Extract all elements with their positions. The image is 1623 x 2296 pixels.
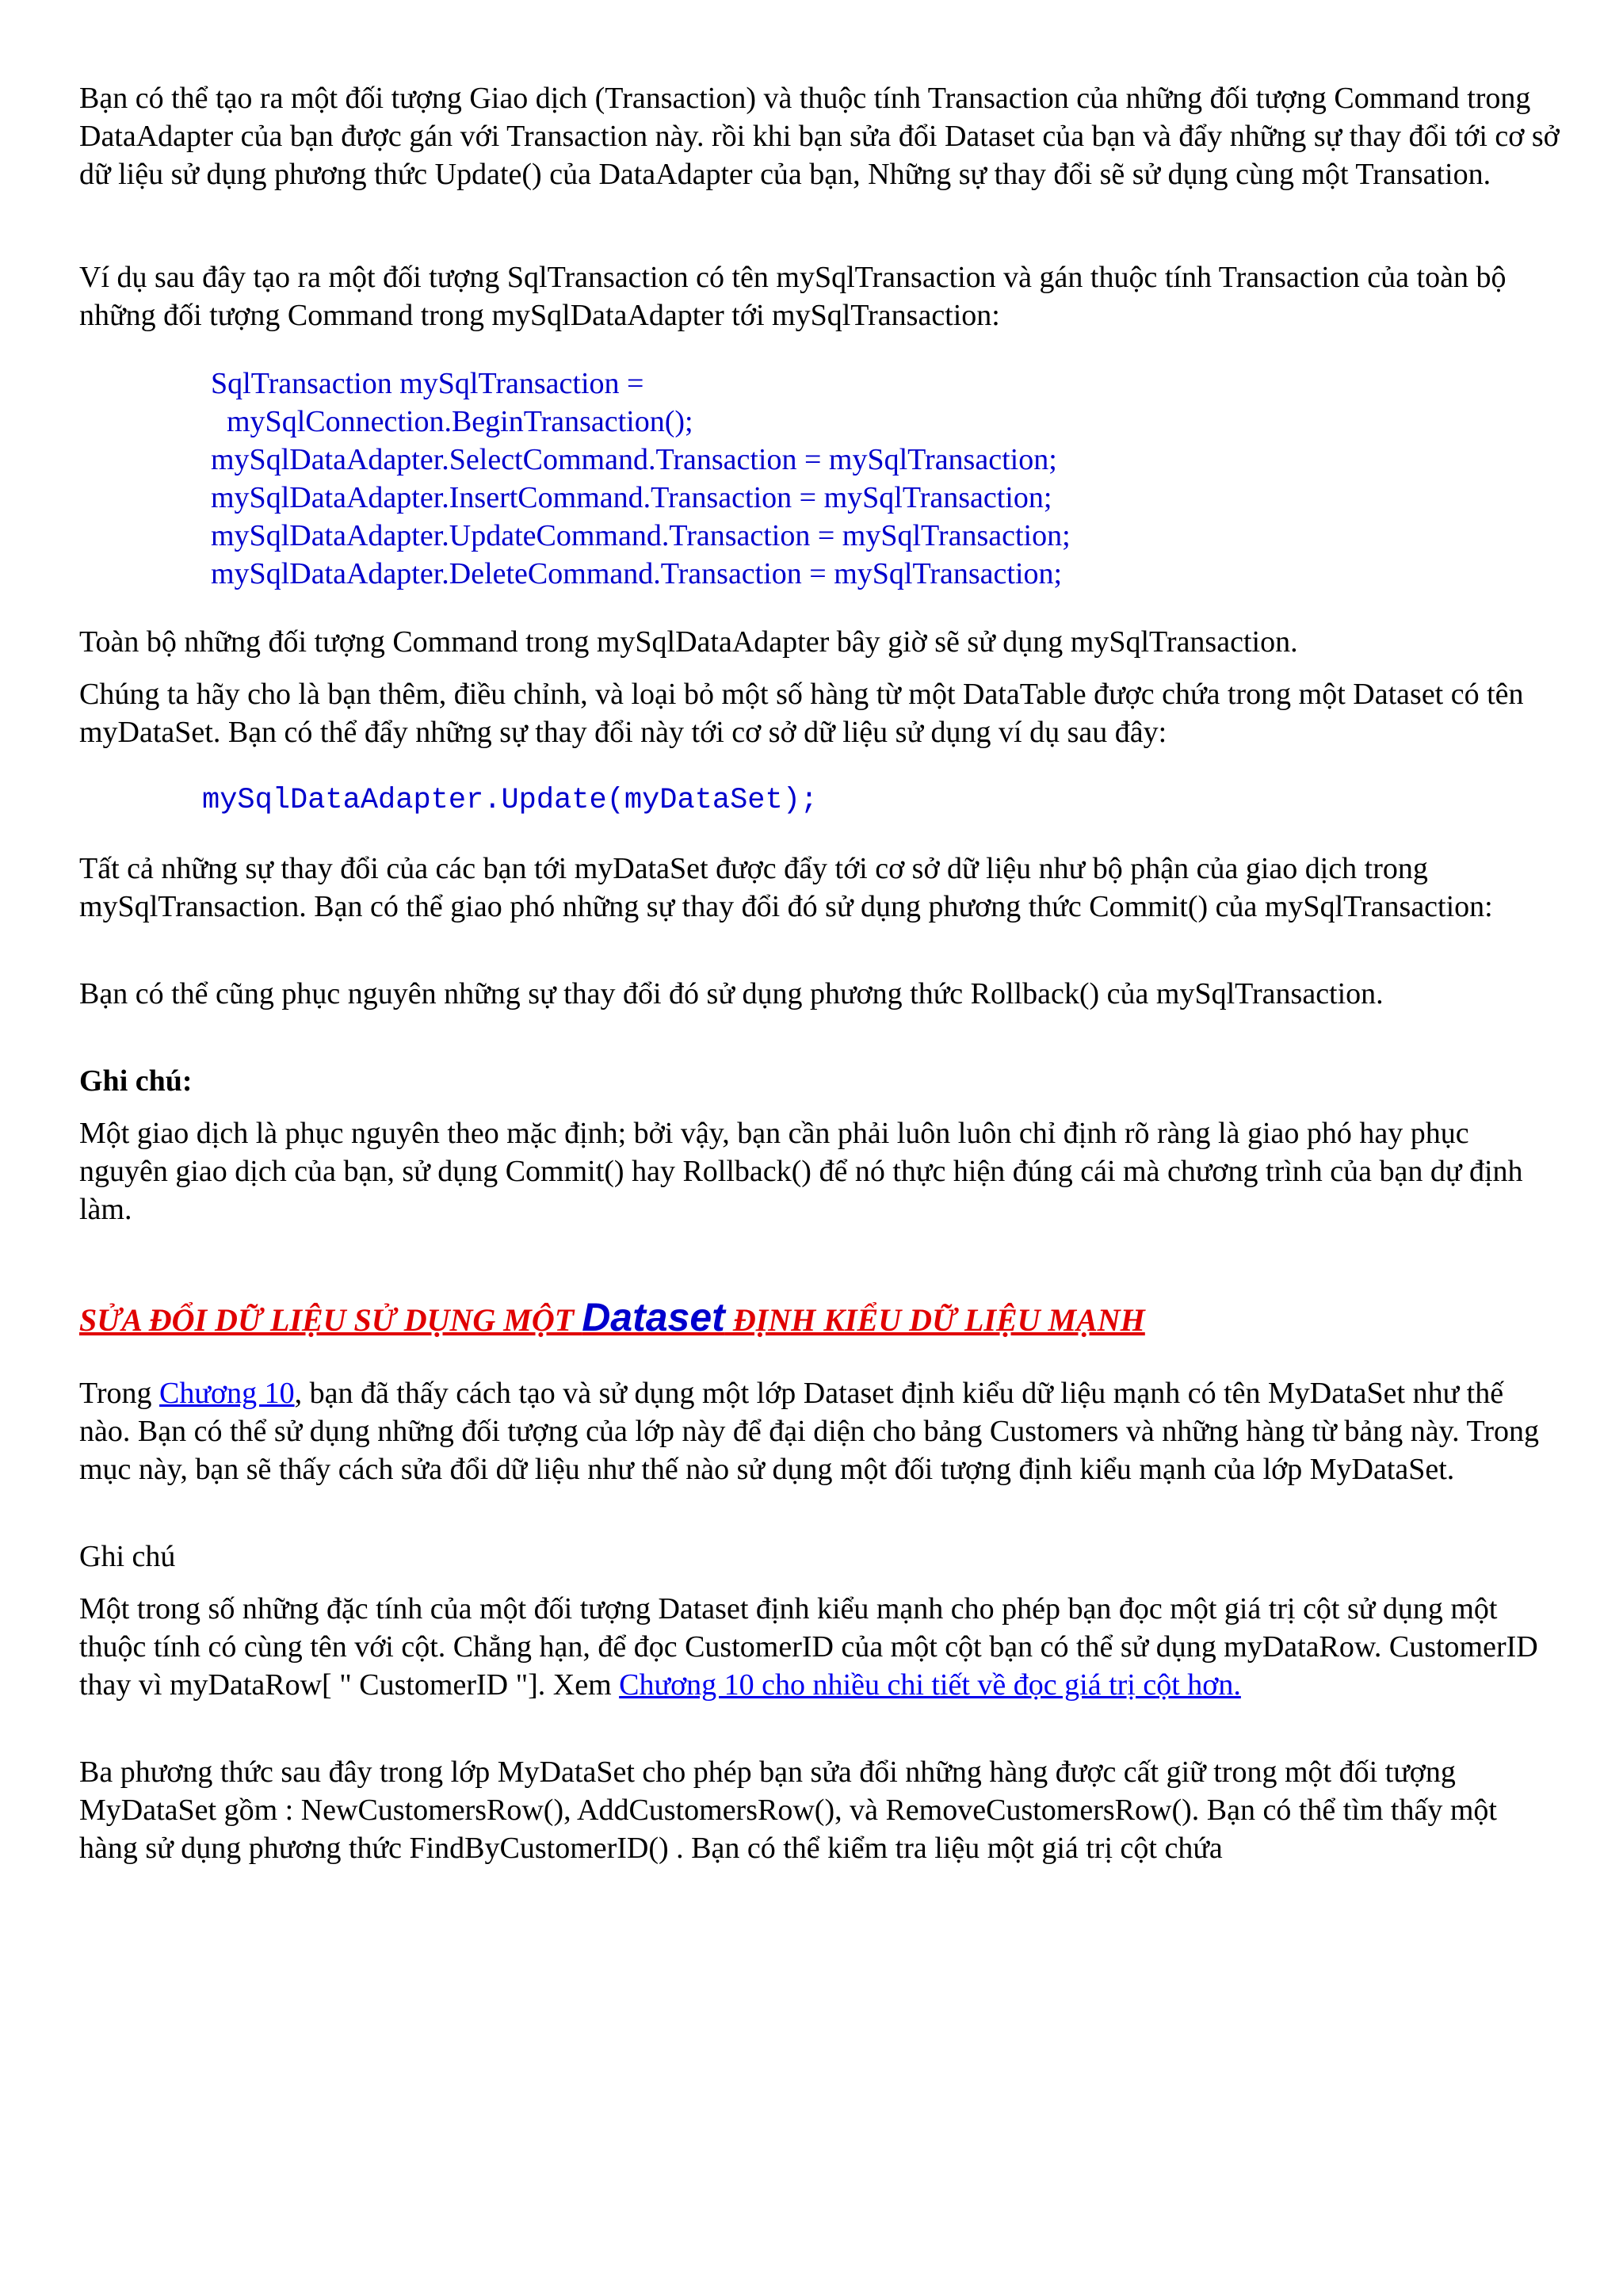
spacer [79,1344,1561,1374]
spacer [79,193,1561,258]
code-line: mySqlConnection.BeginTransaction(); [227,405,693,438]
note-text: Một giao dịch là phục nguyên theo mặc định; bởi vậy, bạn cần phải luôn luôn chỉ định rõ ràng là giao phó hay phục nguyên giao dịch của bạn, sử dụng Commit() hay Rollback() để nó thực hiện đúng cái mà chương trình của bạn dự định làm. [79,1117,1523,1226]
spacer [79,1013,1561,1062]
paragraph-rollback: Bạn có thể cũng phục nguyên những sự thay đổi đó sử dụng phương thức Rollback() của mySqlTransaction. [79,977,1384,1010]
spacer [79,819,1561,850]
paragraph-commit: Tất cả những sự thay đổi của các bạn tới myDataSet được đẩy tới cơ sở dữ liệu như bộ phận của giao dịch trong mySqlTransaction. Bạn có thể giao phó những sự thay đổi đó sử dụng phương thức Commit() của mySqlTransaction: [79,852,1493,923]
paragraph-example-intro: Ví dụ sau đây tạo ra một đối tượng SqlTransaction có tên mySqlTransaction và gán thuộc tính Transaction của toàn bộ những đối tượng Command trong mySqlDataAdapter tới mySqlTransaction: [79,261,1507,332]
spacer [79,661,1561,675]
document-page [79,79,1561,1867]
spacer [79,1704,1561,1753]
text-run: Một trong số những đặc tính của một đối tượng Dataset định kiểu mạnh cho phép bạn đọc một giá trị cột sử dụng một thuộc tính có cùng tên với cột. Chẳng hạn, để đọc CustomerID của một cột bạn có thể sử dụng myDataRow. CustomerID thay vì myDataRow[ " CustomerID "]. Xem [79,1592,1538,1702]
section-heading-part2: ĐỊNH KIỂU DỮ LIỆU MẠNH [724,1302,1145,1338]
paragraph-mydataset-methods: Ba phương thức sau đây trong lớp MyDataSet cho phép bạn sửa đổi những hàng được cất giữ trong một đối tượng MyDataSet gồm : NewCustomersRow(), AddCustomersRow(), và RemoveCustomersRow(). Bạn có thể tìm thấy một hàng sử dụng phương thức FindByCustomerID() . Bạn có thể kiểm tra liệu một giá trị cột chứa [79,1755,1497,1865]
paragraph-transaction-intro: Bạn có thể tạo ra một đối tượng Giao dịch (Transaction) và thuộc tính Transaction của những đối tượng Command trong DataAdapter của bạn được gán với Transaction này. rồi khi bạn sửa đổi Dataset của bạn và đẩy những sự thay đổi tới cơ sở dữ liệu sử dụng phương thức Update() của DataAdapter của bạn, Những sự thay đổi sẽ sử dụng cùng một Transation. [79,82,1560,191]
chapter-10-details-link[interactable]: Chương 10 cho nhiều chi tiết về đọc giá trị cột hơn. [619,1668,1241,1702]
code-line: mySqlDataAdapter.InsertCommand.Transaction = mySqlTransaction; [211,481,1052,514]
note-heading-plain: Ghi chú [79,1540,176,1573]
code-line: mySqlDataAdapter.SelectCommand.Transaction = mySqlTransaction; [211,443,1057,476]
paragraph-dataset-changes: Chúng ta hãy cho là bạn thêm, điều chỉnh, và loại bỏ một số hàng từ một DataTable được chứa trong một Dataset có tên myDataSet. Bạn có thể đẩy những sự thay đổi này tới cơ sở dữ liệu sử dụng ví dụ sau đây: [79,678,1524,749]
spacer [79,1100,1561,1114]
section-heading [79,1293,1561,1344]
code-line: SqlTransaction mySqlTransaction = [211,367,644,400]
spacer [79,593,1561,623]
text-run: , bạn đã thấy cách tạo và sử dụng một lớp Dataset định kiểu dữ liệu mạnh có tên MyDataSet như thế nào. Bạn có thể sử dụng những đối tượng của lớp này để đại diện cho bảng Customers và những hàng từ bảng này. Trong mục này, bạn sẽ thấy cách sửa đổi dữ liệu như thế nào sử dụng một đối tượng định kiểu mạnh của lớp MyDataSet. [79,1377,1539,1486]
spacer [79,1228,1561,1293]
spacer [79,926,1561,975]
spacer [79,751,1561,781]
section-heading-part1: SỬA ĐỔI DỮ LIỆU SỬ DỤNG MỘT [79,1302,582,1338]
code-block-transaction [211,365,1561,593]
spacer [79,1488,1561,1538]
code-line: mySqlDataAdapter.UpdateCommand.Transaction = mySqlTransaction; [211,519,1071,552]
code-line-update: mySqlDataAdapter.Update(myDataSet); [202,784,819,817]
paragraph-command-objects: Toàn bộ những đối tượng Command trong mySqlDataAdapter bây giờ sẽ sử dụng mySqlTransaction. [79,625,1298,659]
note-heading: Ghi chú: [79,1064,193,1098]
text-run: Trong [79,1377,160,1410]
paragraph-column-property [79,1590,1561,1704]
section-heading-accent: Dataset [582,1295,725,1339]
spacer [79,334,1561,365]
spacer [79,1576,1561,1590]
code-line: mySqlDataAdapter.DeleteCommand.Transaction = mySqlTransaction; [211,557,1063,590]
chapter-10-link[interactable]: Chương 10 [159,1377,295,1410]
paragraph-strongly-typed-intro [79,1374,1561,1488]
